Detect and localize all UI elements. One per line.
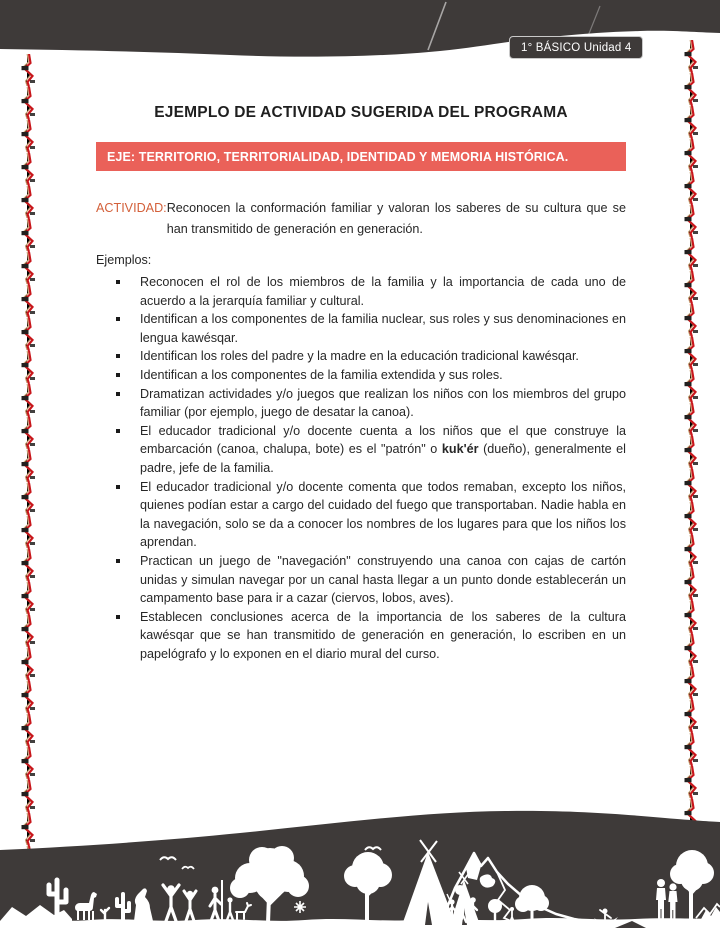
footer-landscape-illustration <box>0 790 720 932</box>
right-zigzag-border-icon <box>681 40 703 852</box>
unit-badge <box>509 36 643 59</box>
activity-block <box>96 198 626 240</box>
bullet-marker-icon <box>116 485 120 489</box>
top-band-graphic <box>0 0 720 70</box>
list-item <box>96 366 626 385</box>
list-item <box>96 552 626 608</box>
page-title: EJEMPLO DE ACTIVIDAD SUGERIDA DEL PROGRAMA <box>154 104 568 121</box>
list-item-text: Identifican a los componentes de la familia extendida y sus roles. <box>140 367 503 382</box>
list-item <box>96 478 626 552</box>
activity-label: ACTIVIDAD: <box>96 201 167 215</box>
left-zigzag-border-icon <box>18 54 40 876</box>
list-item-text: Reconocen el rol de los miembros de la familia y la importancia de cada uno de acuerdo a la jerarquía familiar y cultural. <box>140 275 626 308</box>
examples-heading: Ejemplos: <box>96 253 152 267</box>
bullet-marker-icon <box>116 429 120 433</box>
list-item-text: Dramatizan actividades y/o juegos que realizan los niños con los miembros del grupo familiar (por ejemplo, juego de desatar la canoa). <box>140 386 626 420</box>
list-item <box>96 310 626 347</box>
bullet-marker-icon <box>116 354 120 358</box>
eje-banner-text: EJE: TERRITORIO, TERRITORIALIDAD, IDENTIDAD Y MEMORIA HISTÓRICA. <box>107 149 569 164</box>
list-item-text: Identifican a los componentes de la familia nuclear, sus roles y sus denominaciones en lengua kawésqar. <box>140 312 626 345</box>
list-item <box>96 422 626 478</box>
list-item <box>96 385 626 422</box>
bullet-marker-icon <box>116 559 120 563</box>
list-item-text: El educador tradicional y/o docente comenta que todos remaban, excepto los niños, quienes podían estar a cargo del cuidado del fuego que transportaban. Nadie habla en la navegación, solo se da a conocer los nombres de los lugares para que los niños los aprendan. <box>140 479 626 550</box>
bullet-marker-icon <box>116 615 120 619</box>
list-item-text: Establecen conclusiones acerca de la importancia de los saberes de la cultura kawésqar que se han transmitido de generación en generación, lo escriben en un papelógrafo y lo exponen en el diario mural del curso. <box>140 609 626 661</box>
list-item <box>96 347 626 366</box>
bullet-marker-icon <box>116 317 120 321</box>
bullet-marker-icon <box>116 373 120 377</box>
activity-text: Reconocen la conformación familiar y valoran los saberes de su cultura que se han transmitido de generación en generación. <box>166 201 626 236</box>
list-item-text: El educador tradicional y/o docente cuenta a los niños que el que construye la embarcación (canoa, chalupa, bote) es el "patrón" o kuk'ér (dueño), generalmente el padre, jefe de la familia. <box>140 423 626 475</box>
unit-badge-label: 1° BÁSICO Unidad 4 <box>521 41 632 54</box>
list-item <box>96 273 626 310</box>
examples-list <box>96 273 626 663</box>
eje-banner <box>96 142 626 171</box>
bullet-marker-icon <box>116 280 120 284</box>
content-column <box>96 103 626 663</box>
list-item <box>96 608 626 664</box>
bullet-marker-icon <box>116 392 120 396</box>
list-item-text: Identifican los roles del padre y la madre en la educación tradicional kawésqar. <box>140 349 579 364</box>
list-item-text: Practican un juego de "navegación" construyendo una canoa con cajas de cartón unidas y simulan navegar por un canal hasta llegar a un punto donde establecerán un campamento base para ir a cazar (ciervos, lobos, aves). <box>140 553 626 606</box>
